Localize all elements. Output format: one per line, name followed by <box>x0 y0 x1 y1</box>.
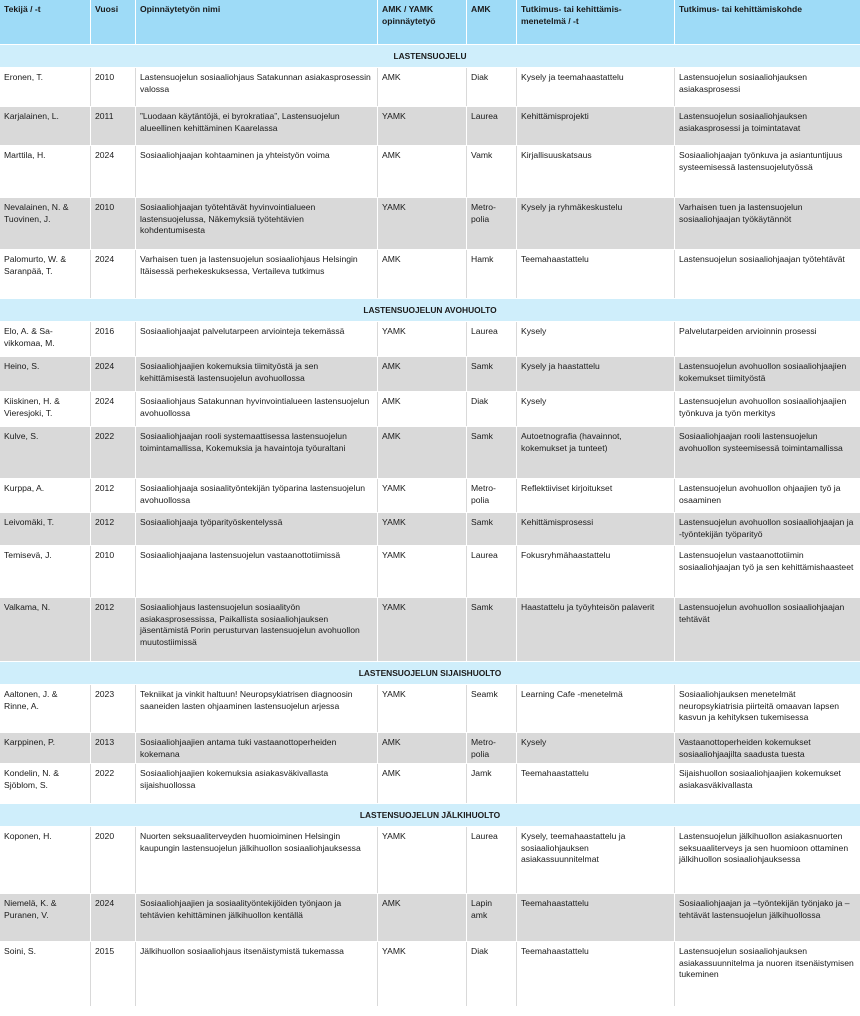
cell-method: Learning Cafe -menetelmä <box>516 685 674 732</box>
cell-year: 2012 <box>90 479 135 512</box>
cell-school: Laurea <box>466 827 516 893</box>
cell-title: Varhaisen tuen ja lastensuojelun sosiaaliohjaus Helsingin Itäisessä perhekeskuksessa, Vertaileva tutkimus <box>135 250 377 298</box>
cell-year: 2010 <box>90 198 135 249</box>
cell-method: Fokusryhmähaastattelu <box>516 546 674 597</box>
cell-level: AMK <box>377 427 466 478</box>
cell-title: Sosiaaliohjaaja työparityöskentelyssä <box>135 513 377 545</box>
table-row <box>0 68 860 107</box>
cell-author: Palomurto, W. & Saranpää, T. <box>4 254 67 276</box>
cell-year: 2012 <box>90 513 135 545</box>
cell-school: Metro-polia <box>466 479 516 512</box>
header-school: AMK <box>466 0 516 44</box>
table-body <box>0 45 860 1007</box>
cell-year: 2022 <box>90 427 135 478</box>
header-author: Tekijä / -t <box>4 4 41 14</box>
cell-title: Sosiaaliohjaaja sosiaalityöntekijän työparina lastensuojelun avohuollossa <box>135 479 377 512</box>
cell-level: AMK <box>377 894 466 941</box>
cell-level: AMK <box>377 764 466 803</box>
cell-author: Karppinen, P. <box>4 737 55 747</box>
cell-level: YAMK <box>377 598 466 661</box>
cell-school: Metro-polia <box>466 733 516 763</box>
cell-year: 2010 <box>90 68 135 106</box>
cell-target: Sosiaaliohjaajan ja –työntekijän työnjako ja –tehtävät lastensuojelun jälkihuollossa <box>674 894 860 941</box>
cell-method: Reflektiiviset kirjoitukset <box>516 479 674 512</box>
cell-target: Lastensuojelun sosiaaliohjauksen asiakasprosessi <box>674 68 860 106</box>
cell-level: YAMK <box>377 198 466 249</box>
cell-level: AMK <box>377 357 466 391</box>
cell-target: Lastensuojelun jälkihuollon asiakasnuorten seksuaaliterveys ja sen huomioon ottaminen jälkihuollon sosiaaliohjauksessa <box>674 827 860 893</box>
cell-title: Sosiaaliohjaajana lastensuojelun vastaanottotiimissä <box>135 546 377 597</box>
cell-target: Sosiaaliohjaajan rooli lastensuojelun avohuollon systeemisessä toimintamallissa <box>674 427 860 478</box>
table-row <box>0 733 860 764</box>
section-title: LASTENSUOJELUN AVOHUOLTO <box>363 305 497 315</box>
cell-school: Diak <box>466 942 516 1006</box>
cell-target: Varhaisen tuen ja lastensuojelun sosiaaliohjaajan työkäytännöt <box>674 198 860 249</box>
cell-school: Samk <box>466 513 516 545</box>
cell-level: AMK <box>377 733 466 763</box>
table-row <box>0 685 860 733</box>
cell-level: YAMK <box>377 107 466 145</box>
cell-level: YAMK <box>377 322 466 356</box>
cell-method: Haastattelu ja työyhteisön palaverit <box>516 598 674 661</box>
table-row <box>0 827 860 894</box>
table-row <box>0 764 860 804</box>
cell-level: YAMK <box>377 513 466 545</box>
cell-author: Nevalainen, N. & Tuovinen, J. <box>4 202 69 224</box>
cell-title: Sosiaaliohjaajien ja sosiaalityöntekijöiden työnjaon ja tehtävien kehittäminen jälkihuollon kentällä <box>135 894 377 941</box>
cell-year: 2020 <box>90 827 135 893</box>
cell-level: AMK <box>377 250 466 298</box>
cell-target: Palvelutarpeiden arvioinnin prosessi <box>674 322 860 356</box>
cell-target: Sijaishuollon sosiaaliohjaajien kokemukset asiakasväkivallasta <box>674 764 860 803</box>
cell-level: AMK <box>377 68 466 106</box>
cell-title: Tekniikat ja vinkit haltuun! Neuropsykiatrisen diagnoosin saaneiden lasten ohjaaminen lastensuojelun arjessa <box>135 685 377 732</box>
cell-method: Teemahaastattelu <box>516 942 674 1006</box>
cell-author: Eronen, T. <box>4 72 44 82</box>
cell-school: Vamk <box>466 146 516 197</box>
cell-method: Teemahaastattelu <box>516 250 674 298</box>
cell-school: Diak <box>466 68 516 106</box>
header-level <box>377 0 466 44</box>
table-row <box>0 598 860 662</box>
cell-method: Kysely, teemahaastattelu ja sosiaaliohjauksen asiakassuunnitelmat <box>516 827 674 893</box>
section-title: LASTENSUOJELUN SIJAISHUOLTO <box>358 668 502 678</box>
cell-year: 2024 <box>90 357 135 391</box>
cell-author: Leivomäki, T. <box>4 517 54 527</box>
table-row <box>0 427 860 479</box>
table-row <box>0 513 860 546</box>
cell-school: Laurea <box>466 107 516 145</box>
cell-target: Lastensuojelun sosiaaliohjauksen asiakasprosessi ja toimintatavat <box>674 107 860 145</box>
cell-author: Elo, A. & Sa-vikkomaa, M. <box>4 326 55 348</box>
cell-target: Sosiaaliohjauksen menetelmät neuropsykiatrisia piirteitä omaavan lapsen kasvun ja kehityksen tukemisessa <box>674 685 860 732</box>
section-title: LASTENSUOJELU <box>393 51 467 61</box>
cell-author: Heino, S. <box>4 361 40 371</box>
table-header <box>0 0 860 45</box>
cell-target: Lastensuojelun sosiaaliohjaajan työtehtävät <box>674 250 860 298</box>
cell-school: Diak <box>466 392 516 426</box>
cell-target: Lastensuojelun sosiaaliohjauksen asiakassuunnitelma ja nuoren itsenäistymisen tukeminen <box>674 942 860 1006</box>
cell-school: Seamk <box>466 685 516 732</box>
cell-title: Sosiaaliohjaajien kokemuksia asiakasväkivallasta sijaishuollossa <box>135 764 377 803</box>
cell-author: Kulve, S. <box>4 431 39 441</box>
cell-title: Sosiaaliohjaajan työtehtävät hyvinvointialueen lastensuojelussa, Näkemyksiä työtehtävien kohdentumisesta <box>135 198 377 249</box>
cell-method: Kysely <box>516 322 674 356</box>
cell-level: AMK <box>377 146 466 197</box>
cell-title: Jälkihuollon sosiaaliohjaus itsenäistymistä tukemassa <box>135 942 377 1006</box>
cell-year: 2024 <box>90 250 135 298</box>
cell-target: Lastensuojelun avohuollon sosiaaliohjaajien kokemukset tiimityöstä <box>674 357 860 391</box>
table-row <box>0 479 860 513</box>
cell-author: Niemelä, K. & Puranen, V. <box>4 898 57 920</box>
cell-method: Kysely ja haastattelu <box>516 357 674 391</box>
cell-title: ”Luodaan käytäntöjä, ei byrokratiaa”, Lastensuojelun alueellinen kehittäminen Kaarelassa <box>135 107 377 145</box>
cell-method: Kysely <box>516 733 674 763</box>
cell-target: Lastensuojelun vastaanottotiimin sosiaaliohjaajan työ ja sen kehittämishaasteet <box>674 546 860 597</box>
cell-level: YAMK <box>377 685 466 732</box>
cell-year: 2015 <box>90 942 135 1006</box>
cell-author: Soini, S. <box>4 946 37 956</box>
cell-author: Koponen, H. <box>4 831 52 841</box>
header-method-line2: menetelmä / -t <box>521 15 579 26</box>
cell-year: 2022 <box>90 764 135 803</box>
cell-year: 2023 <box>90 685 135 732</box>
cell-school: Lapin amk <box>466 894 516 941</box>
cell-method: Kirjallisuuskatsaus <box>516 146 674 197</box>
cell-title: Nuorten seksuaaliterveyden huomioiminen Helsingin kaupungin lastensuojelun jälkihuollon sosiaaliohjauksessa <box>135 827 377 893</box>
cell-title: Lastensuojelun sosiaaliohjaus Satakunnan asiakasprosessin valossa <box>135 68 377 106</box>
cell-method: Kysely <box>516 392 674 426</box>
cell-author: Valkama, N. <box>4 602 51 612</box>
cell-school: Laurea <box>466 546 516 597</box>
cell-year: 2024 <box>90 392 135 426</box>
cell-target: Lastensuojelun avohuollon sosiaaliohjaajien työnkuva ja työn merkitys <box>674 392 860 426</box>
cell-level: YAMK <box>377 827 466 893</box>
header-title: Opinnäytetyön nimi <box>135 0 377 44</box>
table-row <box>0 250 860 299</box>
table-row <box>0 198 860 250</box>
header-level-line1: AMK / YAMK <box>382 4 434 14</box>
cell-level: YAMK <box>377 479 466 512</box>
cell-year: 2024 <box>90 146 135 197</box>
cell-author: Kondelin, N. & Sjöblom, S. <box>4 768 59 790</box>
header-target: Tutkimus- tai kehittämiskohde <box>674 0 860 44</box>
cell-target: Lastensuojelun avohuollon ohjaajien työ ja osaaminen <box>674 479 860 512</box>
header-year: Vuosi <box>90 0 135 44</box>
table-row <box>0 357 860 392</box>
cell-year: 2013 <box>90 733 135 763</box>
cell-school: Hamk <box>466 250 516 298</box>
table-row <box>0 322 860 357</box>
cell-method: Kysely ja ryhmäkeskustelu <box>516 198 674 249</box>
cell-school: Samk <box>466 427 516 478</box>
table-row <box>0 107 860 146</box>
section-header <box>0 804 860 827</box>
cell-target: Lastensuojelun avohuollon sosiaaliohjaajan tehtävät <box>674 598 860 661</box>
section-header <box>0 45 860 68</box>
cell-method: Teemahaastattelu <box>516 764 674 803</box>
table-row <box>0 942 860 1007</box>
header-method <box>516 0 674 44</box>
cell-level: AMK <box>377 392 466 426</box>
cell-target: Sosiaaliohjaajan työnkuva ja asiantuntijuus systeemisessä lastensuojelutyössä <box>674 146 860 197</box>
table-row <box>0 392 860 427</box>
cell-year: 2010 <box>90 546 135 597</box>
cell-year: 2016 <box>90 322 135 356</box>
cell-school: Samk <box>466 598 516 661</box>
cell-title: Sosiaaliohjaajat palvelutarpeen arviointeja tekemässä <box>135 322 377 356</box>
cell-title: Sosiaaliohjaajien kokemuksia tiimityöstä ja sen kehittämisestä lastensuojelun avohuollossa <box>135 357 377 391</box>
cell-method: Teemahaastattelu <box>516 894 674 941</box>
cell-title: Sosiaaliohjaus lastensuojelun sosiaalityön asiakasprosessissa, Paikallista sosiaaliohjauksen jäsentämistä Porin perusturvan lastensuojelun avohuollon muutostiimissä <box>135 598 377 661</box>
cell-method: Autoetnografia (havainnot, kokemukset ja tunteet) <box>516 427 674 478</box>
cell-level: YAMK <box>377 546 466 597</box>
section-header <box>0 662 860 685</box>
header-method-line1: Tutkimus- tai kehittämis- <box>521 4 622 14</box>
cell-year: 2011 <box>90 107 135 145</box>
cell-title: Sosiaaliohjaus Satakunnan hyvinvointialueen lastensuojelun avohuollossa <box>135 392 377 426</box>
cell-author: Marttila, H. <box>4 150 46 160</box>
cell-title: Sosiaaliohjaajan rooli systemaattisessa lastensuojelun toimintamallissa, Kokemuksia ja havaintoja työuraltani <box>135 427 377 478</box>
cell-method: Kehittämisprosessi <box>516 513 674 545</box>
cell-author: Kiiskinen, H. & Vieresjoki, T. <box>4 396 60 418</box>
cell-school: Jamk <box>466 764 516 803</box>
cell-method: Kysely ja teemahaastattelu <box>516 68 674 106</box>
cell-year: 2012 <box>90 598 135 661</box>
cell-school: Laurea <box>466 322 516 356</box>
cell-author: Kurppa, A. <box>4 483 45 493</box>
table-row <box>0 146 860 198</box>
header-level-line2: opinnäytetyö <box>382 15 436 26</box>
cell-year: 2024 <box>90 894 135 941</box>
cell-title: Sosiaaliohjaajien antama tuki vastaanottoperheiden kokemana <box>135 733 377 763</box>
table-row <box>0 546 860 598</box>
cell-author: Temisevä, J. <box>4 550 52 560</box>
cell-author: Karjalainen, L. <box>4 111 59 121</box>
cell-author: Aaltonen, J. & Rinne, A. <box>4 689 58 711</box>
cell-level: YAMK <box>377 942 466 1006</box>
section-title: LASTENSUOJELUN JÄLKIHUOLTO <box>359 810 501 820</box>
section-header <box>0 299 860 322</box>
cell-school: Metro-polia <box>466 198 516 249</box>
cell-school: Samk <box>466 357 516 391</box>
cell-method: Kehittämisprojekti <box>516 107 674 145</box>
table-row <box>0 894 860 942</box>
cell-title: Sosiaaliohjaajan kohtaaminen ja yhteistyön voima <box>135 146 377 197</box>
cell-target: Vastaanottoperheiden kokemukset sosiaaliohjaajilta saadusta tuesta <box>674 733 860 763</box>
cell-target: Lastensuojelun avohuollon sosiaaliohjaajan ja -työntekijän työparityö <box>674 513 860 545</box>
